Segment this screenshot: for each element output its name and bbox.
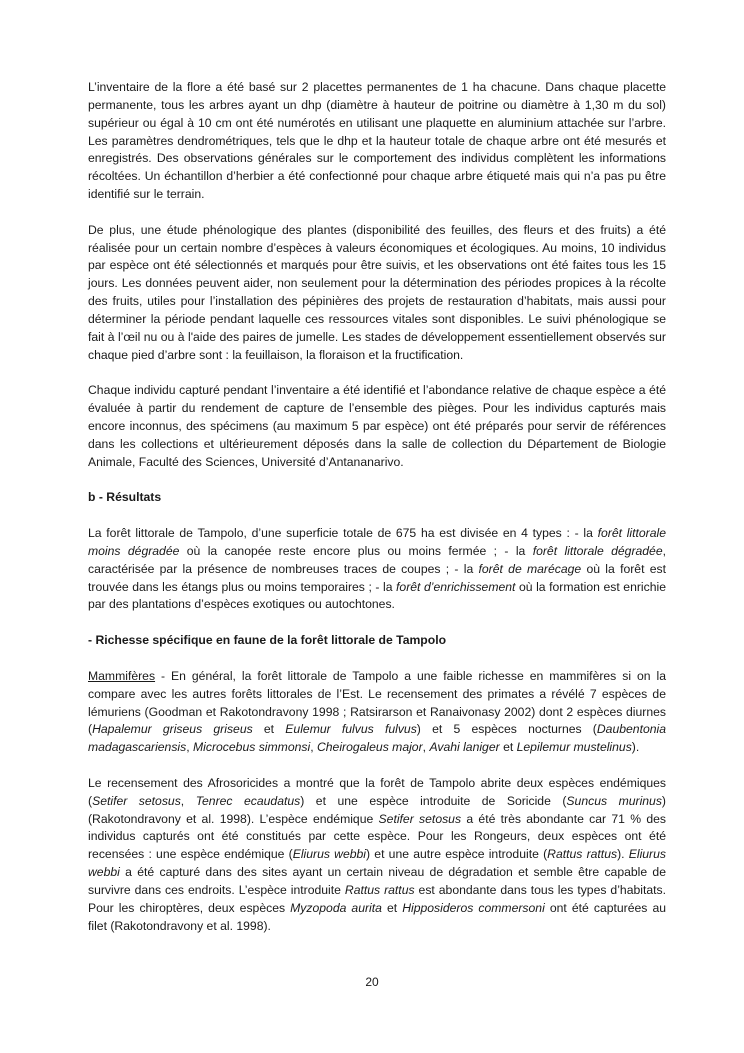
text-segment: et [499, 740, 517, 755]
italic-species-name: Hipposideros commersoni [402, 900, 545, 915]
italic-species-name: Microcebus simmonsi [193, 740, 311, 755]
text-segment: ). [631, 740, 640, 755]
text-segment: ont été capturées au filet (Rakotondravony et al. 1998). [88, 900, 667, 933]
text-segment: La forêt littorale de Tampolo, d’une superficie totale de 675 ha est divisée en 4 types : - la [88, 526, 598, 541]
section-heading-species-richness: - Richesse spécifique en faune de la forêt littorale de Tampolo [88, 633, 447, 648]
text-segment: et [381, 900, 403, 915]
paragraph-flora-inventory: L’inventaire de la flore a été basé sur 2 placettes permanentes de 1 ha chacune. Dans chaque placette permanente, tous les arbres ayant un dhp (diamètre à hauteur de poitrine ou diamètre à 1,30 m du sol) supérieur ou égal à 10 cm ont été numérotés en utilisant une plaquette en aluminium attachée sur l’arbre. Les paramètres dendrométriques, tels que le dhp et la hauteur totale de chaque arbre ont été mesurés et enregistrés. Des observations générales sur le comportement des individus complètent les informations récoltées. Un échantillon d’herbier a été confectionné pour chaque arbre étiqueté mais qui n’a pas pu être identifié sur le terrain. [88, 80, 666, 202]
text-segment: ). [617, 847, 629, 862]
italic-species-name: Cheirogaleus major [316, 740, 423, 755]
italic-species-name: Rattus rattus [547, 847, 618, 862]
italic-species-name: Rattus rattus [344, 882, 415, 897]
paragraph-afrosoricida-rodents-bats [88, 775, 666, 936]
text-segment: où la formation est enrichie par des plantations d’espèces exotiques ou autochtones. [88, 579, 666, 612]
text-segment: est abondante dans tous les types d’habitats. Pour les chiroptères, deux espèces [88, 882, 666, 915]
paragraph-forest-types [88, 525, 666, 614]
text-segment: et [252, 722, 286, 737]
paragraph-capture-identification: Chaque individu capturé pendant l’inventaire a été identifié et l’abondance relative de chaque espèce a été évaluée à partir du rendement de capture de l’ensemble des pièges. Pour les individus capturés mais encore inconnus, des spécimens (au maximum 5 par espèce) ont été préparés pour servir de références dans les collections et ultérieurement déposés dans la salle de collection du Département de Biologie Animale, Faculté des Sciences, Université d’Antananarivo. [88, 383, 666, 469]
italic-species-name: Tenrec ecaudatus [195, 793, 301, 808]
text-segment: , [180, 793, 196, 808]
italic-term: forêt de marécage [478, 561, 582, 576]
italic-species-name: Eulemur fulvus fulvus [285, 722, 417, 737]
italic-species-name: Setifer setosus [92, 793, 181, 808]
italic-term: forêt d’enrichissement [396, 579, 516, 594]
text-segment: - En général, la forêt littorale de Tampolo a une faible richesse en mammifères si on la compare avec les autres forêts littorales de l’Est. Le recensement des primates a révélé 7 espèces de lémuriens (Goodman et Rakotondravony 1998 ; Ratsirarson et Ranaivonasy 2002) dont 2 espèces diurnes ( [88, 668, 666, 737]
page-body [88, 79, 666, 953]
page-number: 20 [365, 975, 379, 989]
italic-species-name: Hapalemur griseus griseus [92, 722, 253, 737]
paragraph-phenology: De plus, une étude phénologique des plantes (disponibilité des feuilles, des fleurs et des fruits) a été réalisée pour un certain nombre d’espèces à valeurs économiques et écologiques. Au moins, 10 individus par espèce ont été sélectionnés et marqués pour être suivis, et les observations ont été faites tous les 15 jours. Les données peuvent aider, non seulement pour la détermination des périodes propices à la récolte des fruits, utiles pour l’installation des pépinières des projets de restauration d’habitats, mais aussi pour déterminer la période pendant laquelle ces ressources vitales sont disponibles. Le suivi phénologique se fait à l’œil nu ou à l'aide des paires de jumelle. Les stades de développement essentiellement observés sur chaque pied d’arbre sont : la feuillaison, la floraison et la fructification. [88, 222, 666, 362]
text-segment: ) et une autre espèce introduite ( [366, 847, 548, 862]
italic-species-name: Eliurus webbi [292, 847, 367, 862]
italic-species-name: Eliurus webbi [88, 847, 666, 880]
italic-species-name: Suncus murinus [566, 793, 662, 808]
italic-species-name: Daubentonia madagascariensis [88, 722, 666, 755]
text-segment: ) (Rakotondravony et al. 1998). L’espèce endémique [88, 793, 666, 826]
text-segment: où la canopée reste encore plus ou moins fermée ; - la [179, 543, 533, 558]
underlined-label-mammals: Mammifères [88, 668, 156, 683]
text-segment: a été très abondante car 71 % des individus capturés ont été constitués par cette espèce. Pour les Rongeurs, deux espèces ont été recensées : une espèce endémique ( [88, 811, 666, 862]
paragraph-mammals [88, 668, 666, 757]
italic-term: forêt littorale moins dégradée [88, 526, 667, 558]
text-segment: , [310, 740, 317, 755]
section-heading-results: b - Résultats [88, 490, 162, 505]
italic-species-name: Myzopoda aurita [290, 900, 382, 915]
text-segment: , [422, 740, 430, 755]
text-segment: , [186, 740, 194, 755]
text-segment: a été capturé dans des sites ayant un certain niveau de dégradation et semble être capable de survivre dans ces endroits. L’espèce introduite [88, 865, 666, 897]
italic-term: forêt littorale dégradée [532, 543, 663, 558]
text-segment: ) et une espèce introduite de Soricide ( [300, 793, 567, 808]
text-segment: , caractérisée par la présence de nombreuses traces de coupes ; - la [88, 543, 667, 576]
italic-species-name: Setifer setosus [378, 811, 462, 826]
italic-species-name: Lepilemur mustelinus [516, 740, 632, 755]
text-segment: où la forêt est trouvée dans les étangs plus ou moins temporaires ; - la [88, 561, 666, 594]
text-segment: Le recensement des Afrosoricides a montré que la forêt de Tampolo abrite deux espèces endémiques ( [88, 775, 666, 808]
text-segment: ) et 5 espèces nocturnes ( [416, 722, 597, 737]
italic-species-name: Avahi laniger [429, 740, 500, 755]
